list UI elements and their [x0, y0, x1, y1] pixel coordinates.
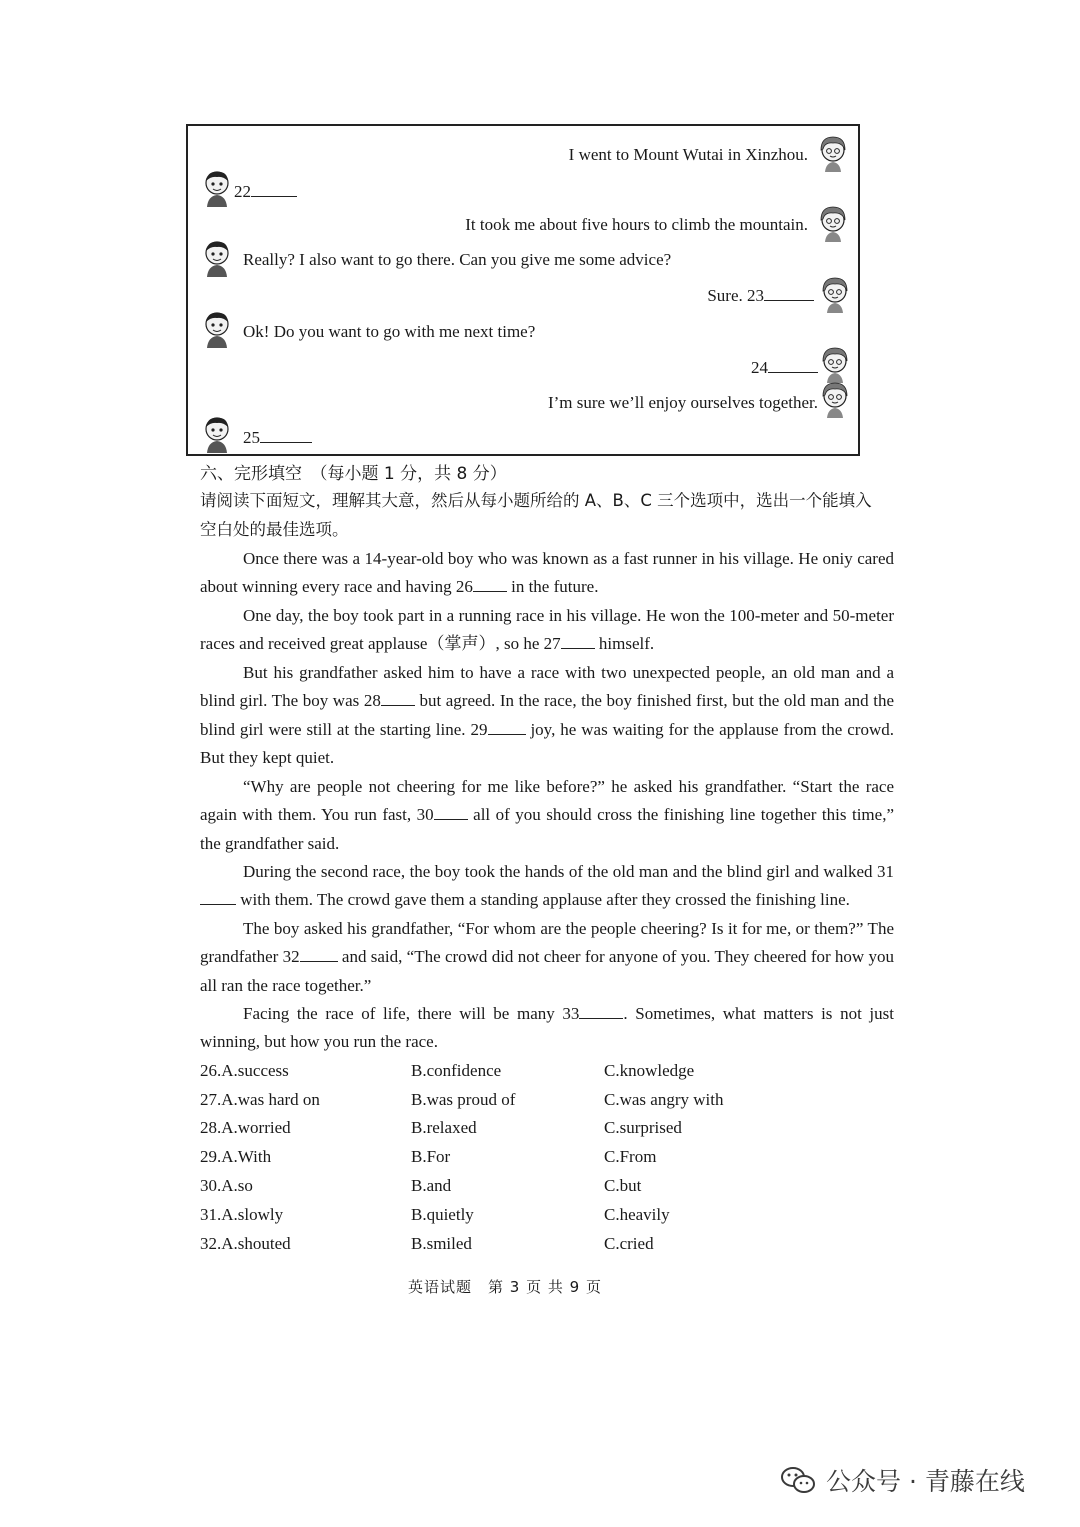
passage-paragraph-3: But his grandfather asked him to have a race with two unexpected people, an old man and a blind girl. The boy was 28 but agreed. In the race, the boy finished first, but the old man and the blind girl were still at the starting line. 29 joy, he was waiting for the applause from the crowd. But they kept quiet. [200, 663, 894, 768]
option-c: C.was angry with [604, 1090, 724, 1109]
answer-blank [300, 945, 338, 962]
dialogue-line-5 [707, 284, 814, 307]
speaker-b-avatar [820, 346, 850, 384]
dialogue-line-3: It took me about five hours to climb the mountain. [465, 215, 808, 234]
option-a: 30.A.so [200, 1176, 253, 1195]
speaker-a-avatar [202, 416, 232, 454]
option-b: B.quietly [411, 1205, 474, 1224]
answer-blank [260, 426, 312, 443]
option-a: 31.A.slowly [200, 1205, 284, 1224]
passage-paragraph-6: The boy asked his grandfather, “For whom are the people cheering? Is it for me, or them?” The grandfather 32 and said, “The crowd did not cheer for anyone of you. They cheered for how you all ran the race together.” [200, 919, 894, 995]
option-b: B.confidence [411, 1061, 502, 1080]
speaker-b-avatar [820, 276, 850, 314]
answer-blank [561, 632, 595, 649]
question-number: Sure. 23 [707, 286, 764, 305]
passage-paragraph-4: “Why are people not cheering for me like before?” he asked his grandfather. “Start the race again with them. You run fast, 30 all of you should cross the finishing line together this time,” the grandfather said. [200, 777, 894, 853]
answer-blank [768, 356, 818, 373]
option-c: C.but [604, 1176, 642, 1195]
passage-paragraph-5: During the second race, the boy took the hands of the old man and the blind girl and walked 31 with them. The crowd gave them a standing applause after they crossed the finishing line. [200, 858, 894, 915]
question-number: 22 [234, 182, 251, 201]
dialogue-line-2 [234, 180, 297, 203]
passage-paragraph-1: Once there was a 14-year-old boy who was known as a fast runner in his village. He oniy cared about winning every race and having 26 in the future. [200, 549, 894, 597]
option-a: 28.A.worried [200, 1118, 291, 1137]
option-b: B.smiled [411, 1234, 472, 1253]
watermark-text: 公众号 · 青藤在线 [826, 1467, 1025, 1496]
instruction-line-1: 请阅读下面短文，理解其大意，然后从每小题所给的 A、B、C 三个选项中，选出一个能填入 [200, 491, 872, 510]
dialogue-line-9 [243, 426, 312, 449]
speaker-a-avatar [202, 170, 232, 208]
option-c: C.cried [604, 1234, 654, 1253]
option-c: C.knowledge [604, 1061, 695, 1080]
answer-blank [764, 284, 814, 301]
answer-blank [251, 180, 297, 197]
speaker-b-avatar [818, 205, 848, 243]
speaker-b-avatar [820, 381, 850, 419]
option-a: 27.A.was hard on [200, 1090, 320, 1109]
section-title: 六、完形填空 （每小题 1 分，共 8 分） [200, 464, 507, 484]
dialogue-line-1: I went to Mount Wutai in Xinzhou. [568, 145, 808, 164]
speaker-a-avatar [202, 240, 232, 278]
answer-blank [488, 718, 526, 735]
option-c: C.surprised [604, 1118, 682, 1137]
option-c: C.From [604, 1147, 657, 1166]
option-b: B.For [411, 1147, 451, 1166]
question-number: 24 [751, 358, 768, 377]
option-b: B.was proud of [411, 1090, 516, 1109]
option-a: 26.A.success [200, 1061, 289, 1080]
instruction-line-2: 空白处的最佳选项。 [200, 520, 349, 539]
option-a: 32.A.shouted [200, 1234, 291, 1253]
speaker-b-avatar [818, 135, 848, 173]
option-b: B.and [411, 1176, 452, 1195]
dialogue-line-7 [751, 356, 818, 379]
answer-blank [200, 888, 236, 905]
answer-blank [381, 689, 415, 706]
answer-blank [473, 575, 507, 592]
answer-blank [434, 803, 468, 820]
option-b: B.relaxed [411, 1118, 477, 1137]
speaker-a-avatar [202, 311, 232, 349]
option-c: C.heavily [604, 1205, 670, 1224]
dialogue-line-4: Really? I also want to go there. Can you give me some advice? [243, 250, 672, 269]
passage-paragraph-7: Facing the race of life, there will be many 33 . Sometimes, what matters is not just winning, but how you run the race. [200, 1004, 894, 1052]
option-a: 29.A.With [200, 1147, 272, 1166]
question-number: 25 [243, 428, 260, 447]
answer-blank [579, 1002, 623, 1019]
watermark [780, 1460, 1025, 1500]
wechat-icon [780, 1465, 816, 1495]
dialogue-line-8: I’m sure we’ll enjoy ourselves together. [547, 393, 818, 412]
page-footer: 英语试题 第 3 页 共 9 页 [408, 1278, 602, 1296]
dialogue-line-6: Ok! Do you want to go with me next time? [243, 322, 536, 341]
passage-paragraph-2: One day, the boy took part in a running race in his village. He won the 100-meter and 50-meter races and received great applause（掌声）, so he 27 himself. [200, 606, 894, 654]
